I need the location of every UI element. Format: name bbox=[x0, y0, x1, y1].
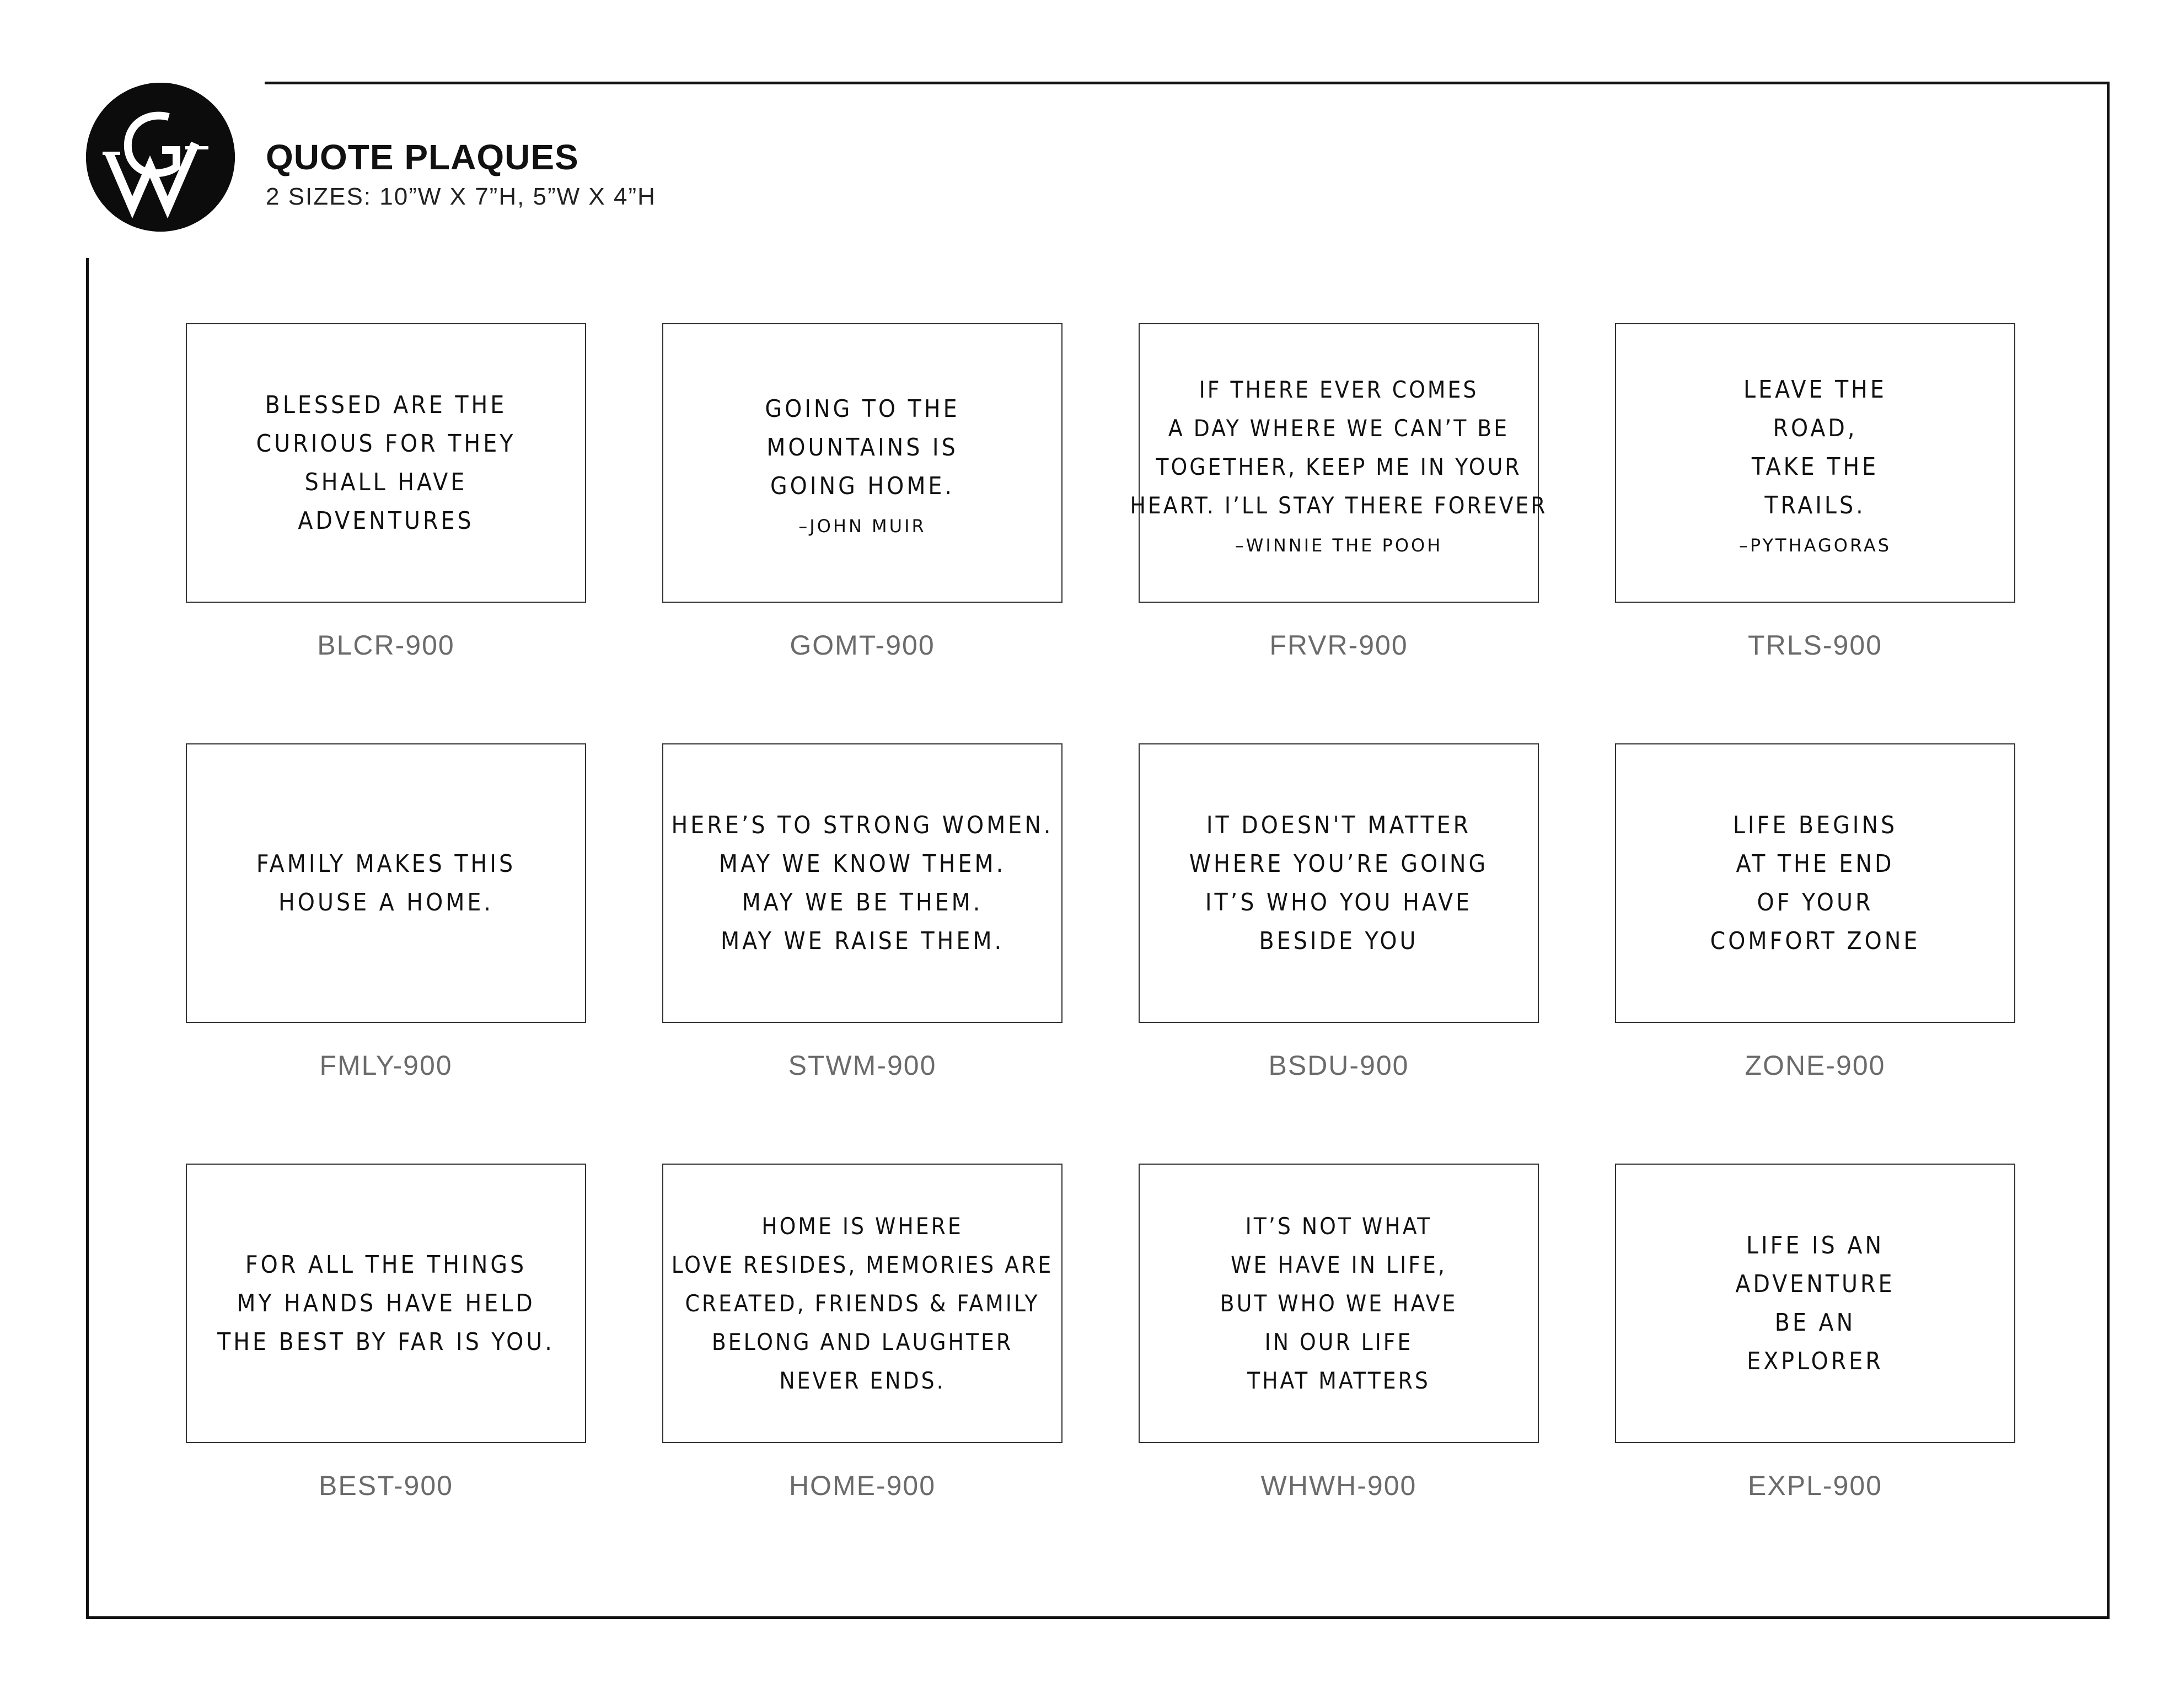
product-sku: ZONE-900 bbox=[1745, 1050, 1886, 1081]
product-sku: FMLY-900 bbox=[319, 1050, 453, 1081]
plaque-card bbox=[186, 323, 586, 743]
quote-line: IN OUR LIFE bbox=[1264, 1328, 1413, 1355]
quote-line: EXPLORER bbox=[1747, 1347, 1884, 1375]
quote-line: LOVE RESIDES, MEMORIES ARE bbox=[671, 1251, 1054, 1278]
quote-line: MAY WE RAISE THEM. bbox=[720, 926, 1005, 955]
page-subtitle: 2 SIZES: 10”W X 7”H, 5”W X 4”H bbox=[266, 183, 656, 210]
plaque-preview bbox=[1130, 323, 1548, 603]
quote-line: IT’S NOT WHAT bbox=[1245, 1212, 1432, 1240]
quote-line: CREATED, FRIENDS & FAMILY bbox=[685, 1289, 1040, 1317]
plaque-preview bbox=[186, 323, 586, 603]
frame-border-right bbox=[2107, 82, 2110, 1619]
plaque-preview bbox=[662, 1164, 1063, 1443]
plaque-card bbox=[1139, 743, 1539, 1164]
quote-line: FOR ALL THE THINGS bbox=[245, 1250, 527, 1279]
quote-line: LEAVE THE bbox=[1743, 375, 1887, 404]
quote-line: NEVER ENDS. bbox=[779, 1367, 946, 1394]
plaque-preview bbox=[1615, 1164, 2015, 1443]
quote-line: MOUNTAINS IS bbox=[766, 433, 958, 462]
page-title: QUOTE PLAQUES bbox=[266, 137, 579, 177]
quote-line: OF YOUR bbox=[1757, 888, 1874, 917]
quote-line: WE HAVE IN LIFE, bbox=[1231, 1251, 1447, 1278]
plaque-preview bbox=[186, 743, 586, 1023]
quote-line: CURIOUS FOR THEY bbox=[256, 429, 516, 458]
quote-line: IF THERE EVER COMES bbox=[1199, 376, 1479, 403]
plaque-preview bbox=[1139, 1164, 1539, 1443]
quote-line: THE BEST BY FAR IS YOU. bbox=[217, 1327, 555, 1356]
plaque-card bbox=[1130, 323, 1548, 743]
product-sku: BSDU-900 bbox=[1268, 1050, 1409, 1081]
quote-line: ROAD, bbox=[1773, 414, 1858, 442]
quote-line: ADVENTURES bbox=[298, 506, 474, 535]
gw-monogram-logo bbox=[86, 83, 235, 232]
product-sku: STWM-900 bbox=[788, 1050, 937, 1081]
quote-attribution: –PYTHAGORAS bbox=[1738, 534, 1892, 556]
quote-line: ADVENTURE bbox=[1735, 1269, 1895, 1298]
frame-border-bottom bbox=[86, 1616, 2110, 1619]
plaque-preview bbox=[1615, 743, 2015, 1023]
quote-line: MAY WE KNOW THEM. bbox=[718, 849, 1006, 878]
frame-border-left bbox=[86, 258, 89, 1619]
quote-line: IT DOESN'T MATTER bbox=[1206, 811, 1472, 839]
plaque-grid bbox=[186, 323, 2016, 1584]
plaque-card bbox=[1615, 743, 2015, 1164]
quote-line: WHERE YOU’RE GOING bbox=[1189, 849, 1489, 878]
product-sku: BLCR-900 bbox=[317, 630, 455, 661]
plaque-card bbox=[662, 323, 1063, 743]
quote-line: HEART. I’LL STAY THERE FOREVER bbox=[1130, 491, 1548, 519]
quote-line: BUT WHO WE HAVE bbox=[1220, 1289, 1458, 1317]
quote-line: BESIDE YOU bbox=[1259, 926, 1419, 955]
quote-line: TOGETHER, KEEP ME IN YOUR bbox=[1156, 453, 1522, 480]
quote-line: HERE’S TO STRONG WOMEN. bbox=[671, 811, 1054, 839]
quote-line: HOUSE A HOME. bbox=[278, 888, 493, 917]
product-sku: WHWH-900 bbox=[1260, 1470, 1417, 1501]
quote-line: LIFE BEGINS bbox=[1732, 811, 1898, 839]
plaque-card bbox=[1615, 323, 2015, 743]
plaque-card bbox=[1615, 1164, 2015, 1584]
product-sku: TRLS-900 bbox=[1748, 630, 1882, 661]
quote-line: BLESSED ARE THE bbox=[265, 390, 507, 419]
plaque-preview bbox=[186, 1164, 586, 1443]
quote-line: BE AN bbox=[1774, 1308, 1856, 1337]
product-sku: HOME-900 bbox=[788, 1470, 936, 1501]
plaque-preview bbox=[662, 743, 1063, 1023]
product-sku: GOMT-900 bbox=[790, 630, 935, 661]
quote-line: A DAY WHERE WE CAN’T BE bbox=[1168, 414, 1510, 442]
quote-line: SHALL HAVE bbox=[304, 468, 468, 496]
plaque-card bbox=[1139, 1164, 1539, 1584]
quote-line: TRAILS. bbox=[1764, 491, 1866, 519]
quote-line: THAT MATTERS bbox=[1247, 1367, 1430, 1394]
plaque-preview bbox=[1139, 743, 1539, 1023]
quote-line: GOING TO THE bbox=[765, 394, 960, 423]
gw-monogram-icon bbox=[86, 83, 235, 232]
quote-line: HOME IS WHERE bbox=[761, 1212, 963, 1240]
quote-line: AT THE END bbox=[1736, 849, 1895, 878]
plaque-card bbox=[186, 1164, 586, 1584]
quote-line: TAKE THE bbox=[1751, 452, 1879, 481]
plaque-preview bbox=[1615, 323, 2015, 603]
quote-line: MAY WE BE THEM. bbox=[742, 888, 983, 917]
quote-attribution: –JOHN MUIR bbox=[798, 515, 926, 537]
plaque-card bbox=[662, 743, 1063, 1164]
product-sku: EXPL-900 bbox=[1748, 1470, 1882, 1501]
quote-line: COMFORT ZONE bbox=[1710, 926, 1920, 955]
quote-line: LIFE IS AN bbox=[1746, 1231, 1885, 1260]
plaque-card bbox=[186, 743, 586, 1164]
quote-line: IT’S WHO YOU HAVE bbox=[1205, 888, 1473, 917]
quote-attribution: –WINNIE THE POOH bbox=[1235, 534, 1443, 556]
plaque-card bbox=[662, 1164, 1063, 1584]
frame-border-top bbox=[265, 82, 2110, 84]
quote-line: GOING HOME. bbox=[770, 471, 955, 500]
plaque-preview bbox=[662, 323, 1063, 603]
product-sku: BEST-900 bbox=[319, 1470, 453, 1501]
product-sku: FRVR-900 bbox=[1269, 630, 1408, 661]
quote-line: MY HANDS HAVE HELD bbox=[237, 1289, 535, 1317]
quote-line: BELONG AND LAUGHTER bbox=[711, 1328, 1013, 1355]
quote-line: FAMILY MAKES THIS bbox=[256, 849, 516, 878]
